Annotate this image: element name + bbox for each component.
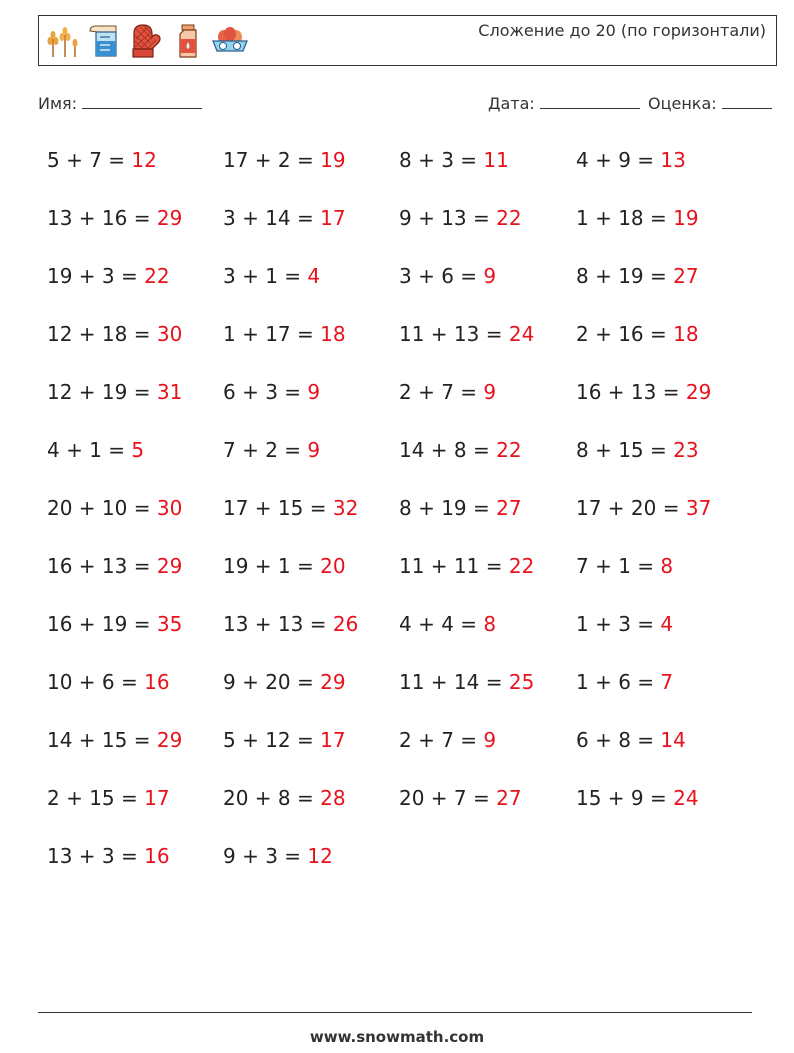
problem-question: 5 + 12 = [223,728,321,752]
problem-answer: 13 [660,148,686,172]
problem-question: 6 + 8 = [576,728,661,752]
problem-answer: 8 [660,554,674,578]
problem-item [576,728,686,752]
problem-question: 7 + 2 = [223,438,308,462]
problem-question: 1 + 6 = [576,670,661,694]
problem-question: 17 + 15 = [223,496,333,520]
problem-answer: 8 [483,612,497,636]
problem-question: 19 + 1 = [223,554,321,578]
problem-answer: 24 [508,322,535,346]
problem-answer: 18 [320,322,346,346]
problem-item [47,496,182,520]
problem-item [47,554,182,578]
problem-answer: 30 [156,322,183,346]
problem-item [576,380,711,404]
problem-item [576,612,673,636]
problem-answer: 27 [673,264,699,288]
problem-item [399,612,496,636]
problem-answer: 4 [307,264,321,288]
grade-field [648,94,772,113]
problem-answer: 9 [307,438,321,462]
worksheet-header [38,15,777,66]
problem-item [399,786,522,810]
problem-question: 20 + 10 = [47,496,157,520]
footer-divider [38,1012,752,1013]
problem-answer: 26 [332,612,359,636]
problem-item [399,322,534,346]
grade-label: Оценка: [648,94,717,113]
problem-answer: 16 [144,670,170,694]
problem-answer: 25 [508,670,535,694]
problem-answer: 17 [320,206,346,230]
name-field [38,94,202,113]
problem-answer: 22 [496,438,522,462]
problem-item [223,264,320,288]
problem-answer: 23 [673,438,699,462]
problem-item [223,322,346,346]
problem-answer: 20 [320,554,346,578]
problem-answer: 37 [685,496,712,520]
problem-question: 2 + 7 = [399,380,484,404]
problem-answer: 22 [144,264,170,288]
problem-question: 4 + 1 = [47,438,132,462]
problem-item [576,206,699,230]
grade-blank [722,107,772,109]
problem-item [576,438,699,462]
problem-answer: 29 [156,206,183,230]
problem-item [399,264,496,288]
problem-question: 10 + 6 = [47,670,145,694]
problem-answer: 17 [144,786,170,810]
eggs-icon [212,23,248,59]
problem-item [576,322,699,346]
problem-item [223,438,320,462]
problem-answer: 29 [156,728,183,752]
problem-question: 3 + 6 = [399,264,484,288]
problem-answer: 31 [156,380,183,404]
problem-answer: 29 [156,554,183,578]
problem-answer: 11 [483,148,509,172]
problem-item [576,264,699,288]
wheat-icon [44,23,80,59]
problem-answer: 22 [508,554,535,578]
problem-question: 9 + 3 = [223,844,308,868]
worksheet-title: Сложение до 20 (по горизонтали) [478,21,766,40]
problem-item [399,670,534,694]
problem-question: 12 + 18 = [47,322,157,346]
problem-answer: 17 [320,728,346,752]
problem-question: 4 + 9 = [576,148,661,172]
date-label: Дата: [488,94,535,113]
problem-question: 17 + 2 = [223,148,321,172]
problem-question: 3 + 14 = [223,206,321,230]
problem-answer: 29 [685,380,712,404]
problem-question: 16 + 13 = [576,380,686,404]
problem-question: 17 + 20 = [576,496,686,520]
problem-answer: 27 [496,786,522,810]
problem-answer: 35 [156,612,183,636]
problem-item [223,612,358,636]
problem-question: 1 + 17 = [223,322,321,346]
problem-item [399,148,509,172]
problem-question: 14 + 8 = [399,438,497,462]
problem-question: 16 + 13 = [47,554,157,578]
problem-question: 8 + 3 = [399,148,484,172]
problem-question: 11 + 13 = [399,322,509,346]
problem-answer: 32 [332,496,359,520]
problem-question: 3 + 1 = [223,264,308,288]
problem-question: 20 + 7 = [399,786,497,810]
problem-answer: 14 [660,728,686,752]
name-label: Имя: [38,94,78,113]
problem-question: 11 + 14 = [399,670,509,694]
problem-question: 9 + 20 = [223,670,321,694]
problem-item [399,554,534,578]
problem-answer: 12 [131,148,157,172]
problem-answer: 29 [320,670,346,694]
problem-answer: 19 [673,206,699,230]
problem-item [223,728,346,752]
problem-item [47,786,170,810]
problem-item [399,206,522,230]
problem-item [47,322,182,346]
problem-answer: 12 [307,844,333,868]
name-blank [82,107,202,109]
problem-question: 9 + 13 = [399,206,497,230]
problem-question: 15 + 9 = [576,786,674,810]
problem-answer: 16 [144,844,170,868]
problem-item [223,554,346,578]
problem-answer: 9 [483,728,497,752]
problem-answer: 7 [660,670,674,694]
problem-question: 1 + 3 = [576,612,661,636]
problem-question: 13 + 3 = [47,844,145,868]
problem-item [223,380,320,404]
problem-item [576,496,711,520]
problem-question: 8 + 15 = [576,438,674,462]
problem-answer: 9 [483,380,497,404]
problem-answer: 24 [673,786,699,810]
problem-answer: 9 [483,264,497,288]
problem-question: 7 + 1 = [576,554,661,578]
problem-item [223,206,346,230]
problem-item [223,670,346,694]
measuring-jug-icon [86,23,122,59]
problem-item [576,148,686,172]
problem-item [399,380,496,404]
problem-question: 4 + 4 = [399,612,484,636]
problem-question: 14 + 15 = [47,728,157,752]
problem-question: 2 + 16 = [576,322,674,346]
problem-question: 2 + 7 = [399,728,484,752]
oven-mitt-icon [128,23,164,59]
problem-item [576,670,673,694]
problem-item [47,438,144,462]
problem-answer: 18 [673,322,699,346]
problem-item [399,438,522,462]
problem-answer: 5 [131,438,145,462]
problem-question: 6 + 3 = [223,380,308,404]
problem-item [399,496,522,520]
problem-item [223,496,358,520]
problem-item [223,786,346,810]
footer-url: www.snowmath.com [309,1028,485,1046]
problem-question: 8 + 19 = [576,264,674,288]
problem-item [399,728,496,752]
problem-item [47,612,182,636]
problem-question: 5 + 7 = [47,148,132,172]
problem-item [223,844,333,868]
problem-answer: 19 [320,148,346,172]
problem-item [223,148,346,172]
problem-item [47,728,182,752]
problem-answer: 9 [307,380,321,404]
problem-item [47,844,170,868]
problem-item [47,148,157,172]
problem-answer: 22 [496,206,522,230]
date-blank [540,107,640,109]
problem-question: 1 + 18 = [576,206,674,230]
problem-answer: 28 [320,786,346,810]
problem-question: 13 + 13 = [223,612,333,636]
problem-question: 20 + 8 = [223,786,321,810]
problem-question: 13 + 16 = [47,206,157,230]
problem-question: 11 + 11 = [399,554,509,578]
problem-question: 8 + 19 = [399,496,497,520]
problem-item [47,380,182,404]
problem-answer: 30 [156,496,183,520]
problem-item [47,206,182,230]
problem-item [47,670,170,694]
problem-question: 19 + 3 = [47,264,145,288]
milk-carton-icon [170,23,206,59]
problem-question: 16 + 19 = [47,612,157,636]
problem-question: 12 + 19 = [47,380,157,404]
problem-item [576,786,699,810]
problem-item [47,264,170,288]
date-field [488,94,640,113]
problem-answer: 27 [496,496,522,520]
problem-answer: 4 [660,612,674,636]
problem-item [576,554,673,578]
header-icons [44,22,248,60]
problem-question: 2 + 15 = [47,786,145,810]
